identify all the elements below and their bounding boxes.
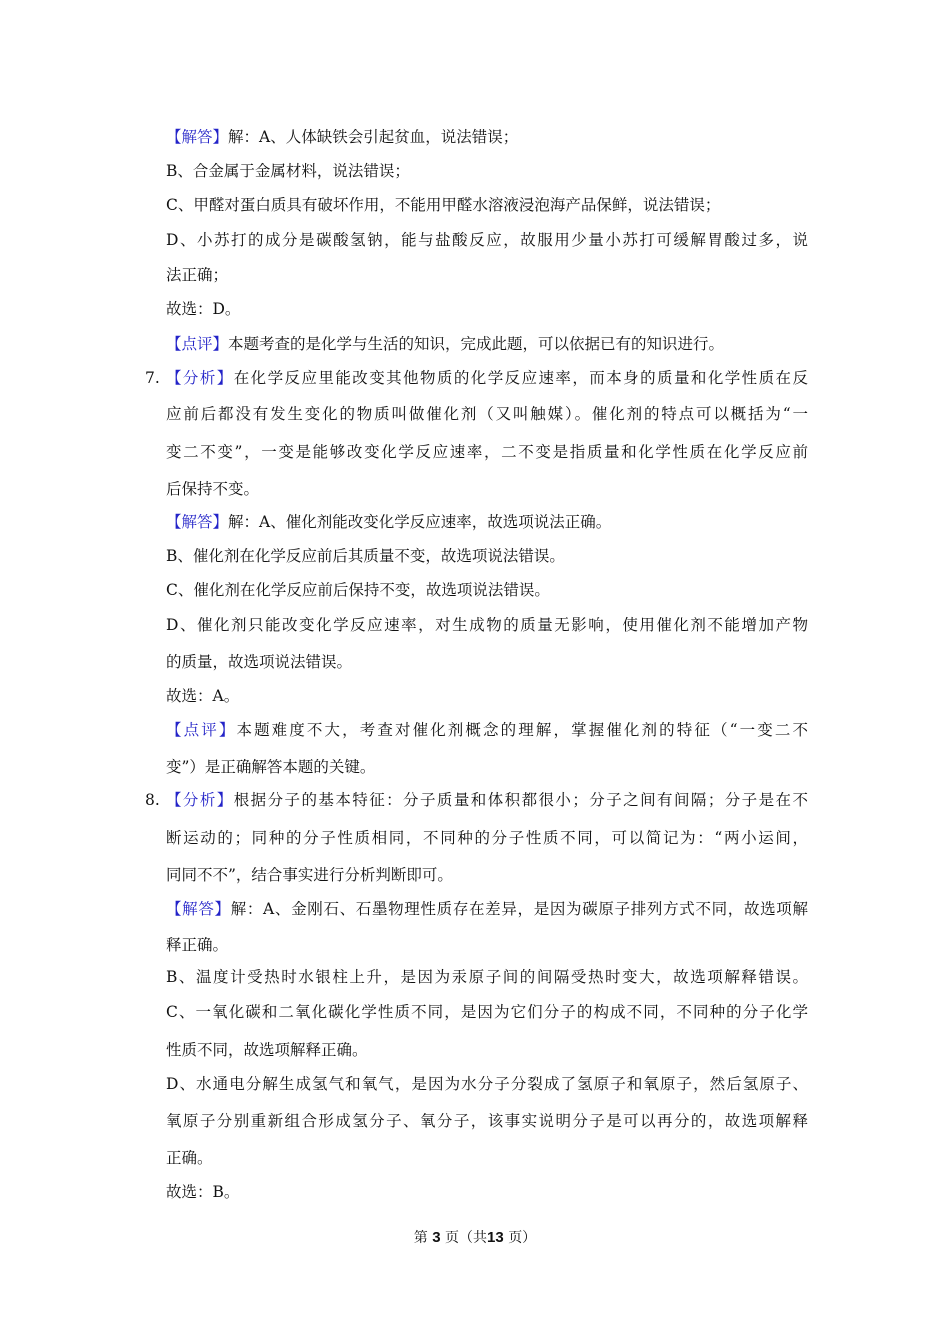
q7-comment-line-1: 【点评】本题难度不大，考查对催化剂概念的理解，掌握催化剂的特征（“一变二不	[166, 721, 808, 739]
q7-analysis-tag: 【分析】	[166, 369, 234, 387]
q7-comment-tag: 【点评】	[166, 721, 237, 739]
q7-answer-line-6: 故选：A。	[166, 687, 240, 705]
q6-answer-line-1: 【解答】解：A、人体缺铁会引起贫血，说法错误；	[166, 128, 519, 146]
q7-analysis-line-4: 后保持不变。	[166, 480, 260, 498]
q6-comment-tag: 【点评】	[166, 335, 229, 353]
q7-answer-line-4: D、催化剂只能改变化学反应速率，对生成物的质量无影响，使用催化剂不能增加产物	[166, 616, 808, 634]
q7-answer-line-3: C、催化剂在化学反应前后保持不变，故选项说法错误。	[166, 581, 550, 599]
q8-answer-line-7: 氧原子分别重新组合形成氢分子、氧分子，该事实说明分子是可以再分的，故选项解释	[166, 1112, 808, 1130]
q7-comment-line-2: 变”）是正确解答本题的关键。	[166, 758, 376, 776]
q7-number: 7.	[145, 369, 160, 387]
q8-answer-line-9: 故选：B。	[166, 1183, 240, 1201]
q8-analysis-line-1: 【分析】根据分子的基本特征：分子质量和体积都很小；分子之间有间隔；分子是在不	[166, 791, 808, 809]
q7-analysis-line-2: 应前后都没有发生变化的物质叫做催化剂（又叫触媒）。催化剂的特点可以概括为“一	[166, 405, 808, 423]
q7-analysis-line-1: 【分析】在化学反应里能改变其他物质的化学反应速率，而本身的质量和化学性质在反	[166, 369, 808, 387]
q8-analysis-tag: 【分析】	[166, 791, 234, 809]
q7-answer-line-2: B、催化剂在化学反应前后其质量不变，故选项说法错误。	[166, 547, 565, 565]
q8-analysis-line-3: 同同不不”，结合事实进行分析判断即可。	[166, 866, 453, 884]
q8-answer-line-5: 性质不同，故选项解释正确。	[166, 1041, 368, 1059]
q8-answer-line-4: C、一氧化碳和二氧化碳化学性质不同，是因为它们分子的构成不同，不同种的分子化学	[166, 1003, 808, 1021]
q6-answer-tag: 【解答】	[166, 128, 229, 146]
q8-analysis-line-2: 断运动的；同种的分子性质相同，不同种的分子性质不同，可以简记为：“两小运间，	[166, 829, 808, 847]
q7-answer-line-1: 【解答】解：A、催化剂能改变化学反应速率，故选项说法正确。	[166, 513, 612, 531]
q6-answer-line-4: D、小苏打的成分是碳酸氢钠，能与盐酸反应，故服用少量小苏打可缓解胃酸过多，说	[166, 231, 808, 249]
q8-answer-line-2: 释正确。	[166, 936, 229, 954]
q6-answer-line-2: B、合金属于金属材料，说法错误；	[166, 162, 410, 180]
q8-number: 8.	[145, 791, 160, 809]
total-page-count: 13	[487, 1229, 504, 1246]
q6-answer-line-5: 法正确；	[166, 266, 229, 284]
q7-answer-line-5: 的质量，故选项说法错误。	[166, 653, 353, 671]
page-footer: 第 3 页（共13 页）	[413, 1229, 537, 1246]
q6-comment: 【点评】本题考查的是化学与生活的知识，完成此题，可以依据已有的知识进行。	[166, 335, 725, 353]
q6-answer-line-6: 故选：D。	[166, 300, 241, 318]
q7-analysis-line-3: 变二不变”，一变是能够改变化学反应速率，二不变是指质量和化学性质在化学反应前	[166, 443, 808, 461]
q8-answer-line-3: B、温度计受热时水银柱上升，是因为汞原子间的间隔受热时变大，故选项解释错误。	[166, 968, 808, 986]
q6-answer-line-3: C、甲醛对蛋白质具有破坏作用，不能用甲醛水溶液浸泡海产品保鲜，说法错误；	[166, 196, 721, 214]
q8-answer-line-1: 【解答】解：A、金刚石、石墨物理性质存在差异，是因为碳原子排列方式不同，故选项解	[166, 900, 808, 918]
q7-answer-tag: 【解答】	[166, 513, 229, 531]
q8-answer-tag: 【解答】	[166, 900, 231, 918]
q8-answer-line-6: D、水通电分解生成氢气和氧气，是因为水分子分裂成了氢原子和氧原子，然后氢原子、	[166, 1075, 808, 1093]
q8-answer-line-8: 正确。	[166, 1149, 213, 1167]
current-page-number: 3	[432, 1229, 441, 1246]
